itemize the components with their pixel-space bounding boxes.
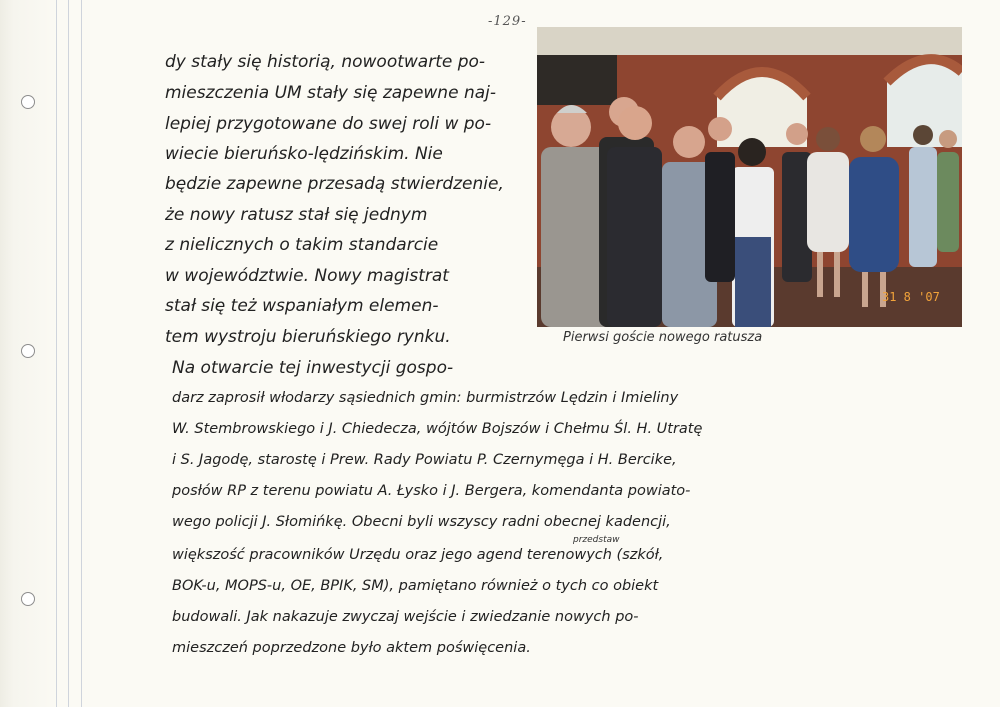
margin-line <box>68 0 69 707</box>
handwritten-line: większość pracowników Urzędu oraz jego agend terenowych (szkół, <box>172 547 664 563</box>
handwritten-line: posłów RP z terenu powiatu A. Łysko i J. Bergera, komendanta powiato- <box>172 483 691 499</box>
handwritten-line: wego policji J. Słomińkę. Obecni byli wszyscy radni obecnej kadencji, <box>172 514 671 530</box>
handwritten-line: mieszczeń poprzedzone było aktem poświęcenia. <box>172 640 531 656</box>
handwritten-line: że nowy ratusz stał się jednym <box>165 205 428 225</box>
handwritten-line: dy stały się historią, nowootwarte po- <box>165 52 486 72</box>
binder-hole <box>21 344 35 358</box>
handwritten-line: Na otwarcie tej inwestycji gospo- <box>172 358 454 378</box>
handwritten-line: w województwie. Nowy magistrat <box>165 266 449 286</box>
handwritten-line: mieszczenia UM stały się zapewne naj- <box>165 83 496 103</box>
handwritten-line: BOK-u, MOPS-u, OE, BPIK, SM), pamiętano również o tych co obiekt <box>172 578 659 594</box>
inserted-word-note: przedstaw <box>573 535 620 545</box>
margin-line <box>56 0 57 707</box>
margin-line <box>81 0 82 707</box>
handwritten-line: stał się też wspaniałym elemen- <box>165 296 439 316</box>
handwritten-line: wiecie bieruńsko-lędzińskim. Nie <box>165 144 443 164</box>
photo-illustration <box>537 27 962 327</box>
handwritten-line: z nielicznych o takim standarcie <box>165 235 439 255</box>
binder-hole <box>21 95 35 109</box>
photo-date-stamp: 31 8 '07 <box>882 290 940 304</box>
event-photo <box>537 27 962 327</box>
handwritten-line: budowali. Jak nakazuje zwyczaj wejście i zwiedzanie nowych po- <box>172 609 639 625</box>
photo-caption: Pierwsi goście nowego ratusza <box>563 330 763 345</box>
handwritten-line: darz zaprosił włodarzy sąsiednich gmin: burmistrzów Lędzin i Imieliny <box>172 390 679 406</box>
binder-hole <box>21 592 35 606</box>
handwritten-line: lepiej przygotowane do swej roli w po- <box>165 114 492 134</box>
handwritten-line: W. Stembrowskiego i J. Chiedecza, wójtów Bojszów i Chełmu Śl. H. Utratę <box>172 421 703 437</box>
handwritten-line: będzie zapewne przesadą stwierdzenie, <box>165 174 504 194</box>
page-number: -129- <box>488 14 527 29</box>
handwritten-line: i S. Jagodę, starostę i Prew. Rady Powiatu P. Czernymęga i H. Bercike, <box>172 452 677 468</box>
handwritten-line: tem wystroju bieruńskiego rynku. <box>165 327 451 347</box>
